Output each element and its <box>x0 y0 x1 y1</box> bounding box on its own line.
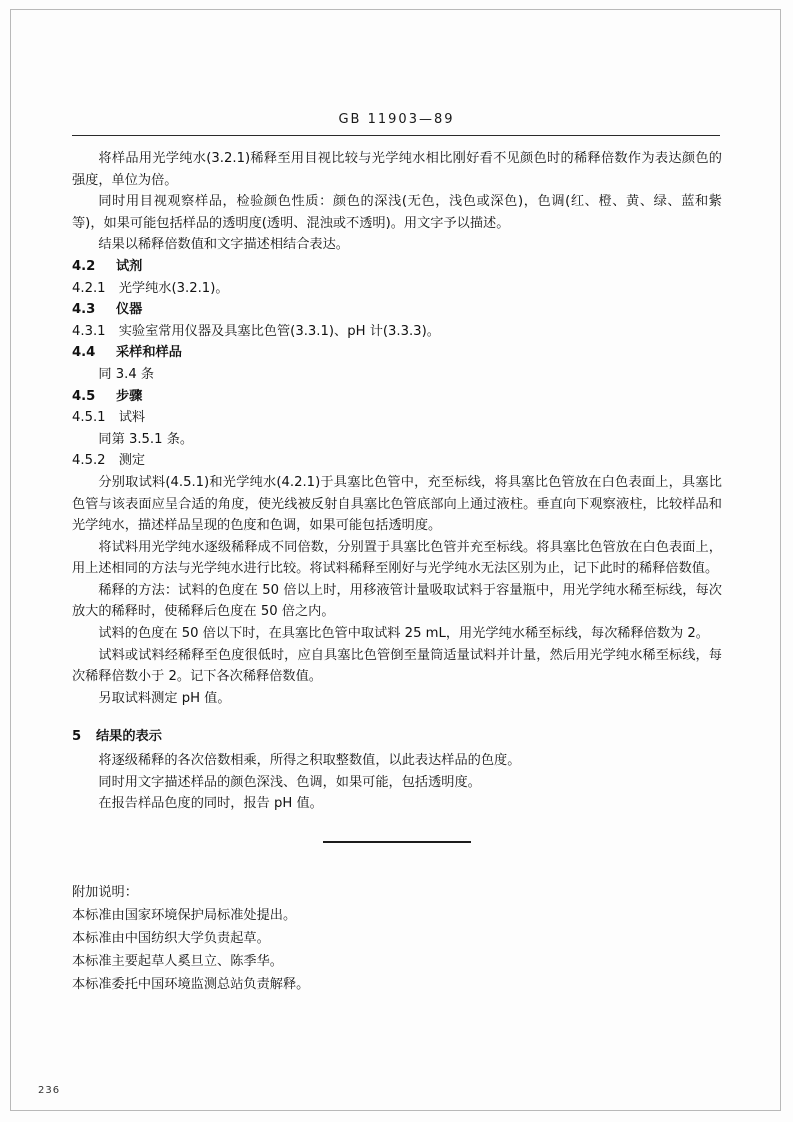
section-heading-5 <box>72 726 722 748</box>
paragraph: 试料或试料经稀释至色度很低时，应自具塞比色管倒至量筒适量试料并计量，然后用光学纯水稀至标线，每次稀释倍数小于 2。记下各次稀释倍数值。 <box>72 647 722 685</box>
appendix-line: 本标准主要起草人奚旦立、陈季华。 <box>72 953 283 969</box>
paragraph: 在报告样品色度的同时，报告 pH 值。 <box>98 796 323 812</box>
section-title: 结果的表示 <box>96 729 162 745</box>
section-number: 4.4 <box>72 345 96 361</box>
appendix-block <box>72 881 722 996</box>
section-heading-4-3 <box>72 299 722 321</box>
paragraph: 将样品用光学纯水(3.2.1)稀释至用目视比较与光学纯水相比刚好看不见颜色时的稀释倍数作为表达颜色的强度，单位为倍。 <box>72 151 722 188</box>
section-divider-rule <box>323 841 471 843</box>
paragraph: 将试料用光学纯水逐级稀释成不同倍数，分别置于具塞比色管并充至标线。将具塞比色管放在白色表面上，用上述相同的方法与光学纯水进行比较。将试料稀释至刚好与光学纯水无法区别为止，记下此时的稀释倍数值。 <box>72 539 722 577</box>
document-body <box>72 148 722 996</box>
paragraph: 分别取试料(4.5.1)和光学纯水(4.2.1)于具塞比色管中，充至标线，将具塞比色管放在白色表面上，具塞比色管与该表面应呈合适的角度，使光线被反射自具塞比色管底部向上通过液柱。垂直向下观察液柱，比较样品和光学纯水，描述样品呈现的色度和色调，如果可能包括透明度。 <box>72 474 722 534</box>
paragraph: 将逐级稀释的各次倍数相乘，所得之积取整数值，以此表达样品的色度。 <box>98 753 521 769</box>
section-title: 试剂 <box>116 258 143 274</box>
section-number: 4.3 <box>72 302 96 318</box>
section-title: 采样和样品 <box>116 345 182 361</box>
page-number: 236 <box>38 1085 61 1096</box>
section-number: 4.5 <box>72 388 96 404</box>
section-4-5-2: 4.5.2 测定 <box>72 453 146 469</box>
appendix-title: 附加说明： <box>72 884 138 900</box>
section-4-4-body: 同 3.4 条 <box>98 366 155 382</box>
paragraph: 同时用目视观察样品，检验颜色性质：颜色的深浅(无色，浅色或深色)，色调(红、橙、黄、绿、蓝和紫等)，如果可能包括样品的透明度(透明、混浊或不透明)。用文字予以描述。 <box>72 194 722 231</box>
section-4-5-1: 4.5.1 试料 <box>72 410 146 426</box>
section-heading-4-5 <box>72 386 722 408</box>
paragraph: 稀释的方法：试料的色度在 50 倍以上时，用移液管计量吸取试料于容量瓶中，用光学纯水稀至标线，每次放大的稀释时，使稀释后色度在 50 倍之内。 <box>72 582 722 620</box>
paragraph: 另取试料测定 pH 值。 <box>98 690 231 706</box>
paragraph: 同时用文字描述样品的颜色深浅、色调，如果可能，包括透明度。 <box>98 774 481 790</box>
paragraph: 结果以稀释倍数值和文字描述相结合表达。 <box>98 237 349 253</box>
appendix-line: 本标准委托中国环境监测总站负责解释。 <box>72 976 310 992</box>
section-number: 5 <box>72 729 82 745</box>
section-title: 步骤 <box>116 388 143 404</box>
section-title: 仪器 <box>116 302 143 318</box>
section-heading-4-2 <box>72 256 722 278</box>
appendix-line: 本标准由国家环境保护局标准处提出。 <box>72 907 297 923</box>
section-4-2-1: 4.2.1 光学纯水(3.2.1)。 <box>72 280 229 296</box>
appendix-line: 本标准由中国纺织大学负责起草。 <box>72 930 270 946</box>
section-number: 4.2 <box>72 258 96 274</box>
section-4-5-1-body: 同第 3.5.1 条。 <box>98 431 194 447</box>
paragraph: 试料的色度在 50 倍以下时，在具塞比色管中取试料 25 mL，用光学纯水稀至标线，每次稀释倍数为 2。 <box>98 626 709 642</box>
page-header-standard-number: GB 11903—89 <box>338 112 455 127</box>
section-heading-4-4 <box>72 342 722 364</box>
section-4-3-1: 4.3.1 实验室常用仪器及具塞比色管(3.3.1)、pH 计(3.3.3)。 <box>72 323 440 339</box>
header-divider <box>72 135 720 136</box>
